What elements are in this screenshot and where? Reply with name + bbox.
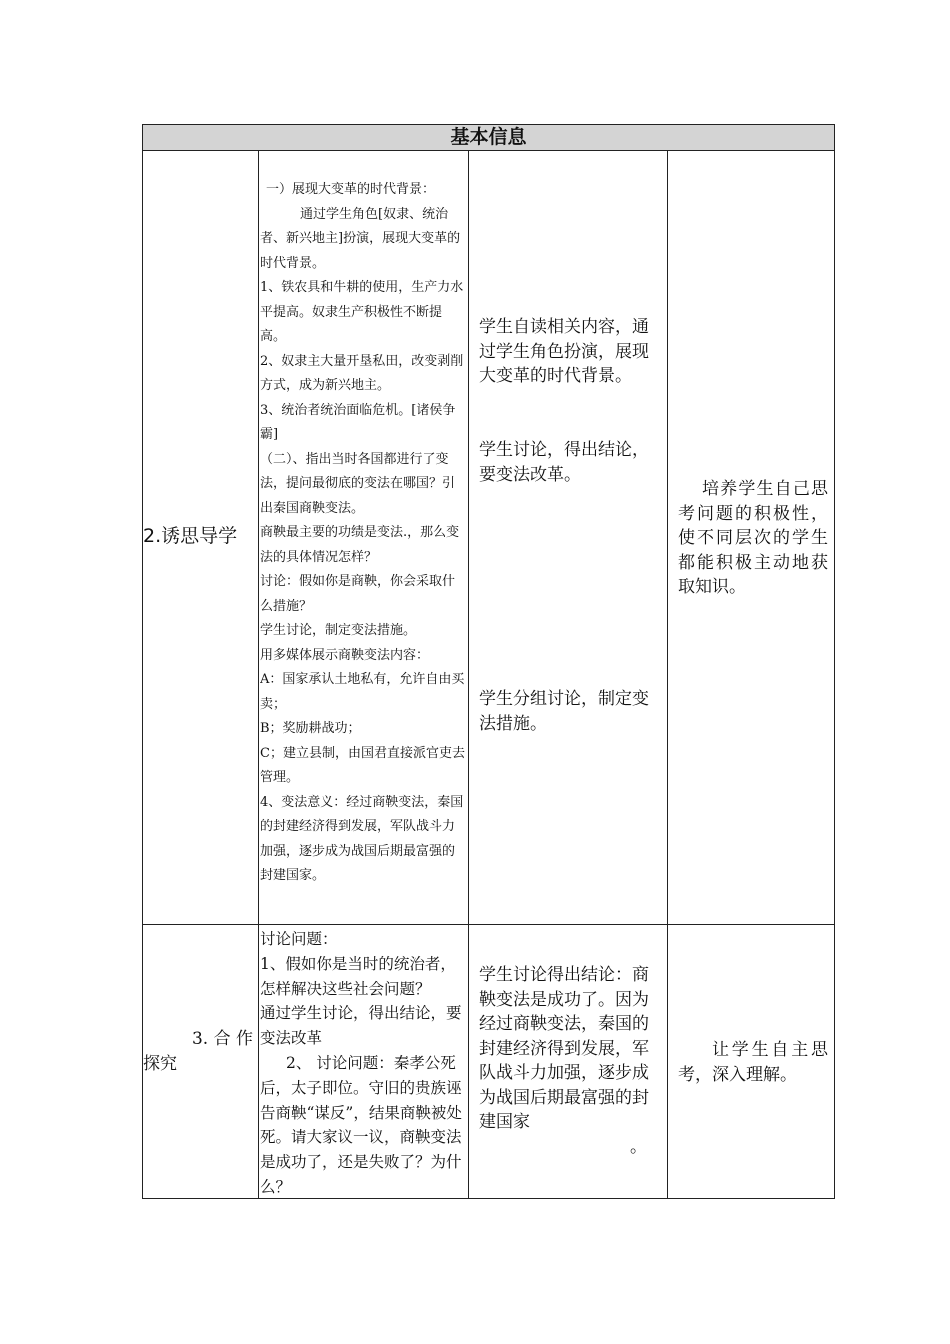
content-line: B；奖励耕战功；	[260, 721, 361, 736]
student-activity-text: 学生讨论得出结论：商鞅变法是成功了。因为经过商鞅变法，秦国的封建经济得到发展，军队战斗力加强，逐步成为战国后期最富强的封建国家	[479, 965, 649, 1132]
content-line: 讨论问题：	[260, 930, 338, 948]
content-line: 一）展现大变革的时代背景：	[266, 182, 436, 197]
content-line: 1、铁农具和牛耕的使用，生产力水平提高。奴隶生产积极性不断提高。	[260, 280, 464, 344]
student-activity-end: 。	[630, 1136, 647, 1157]
content-line: 通过学生讨论，得出结论，要变法改革	[260, 1004, 462, 1048]
teaching-content-1	[260, 178, 467, 889]
student-activity-2: 学生讨论，得出结论，要变法改革。	[479, 440, 649, 485]
content-line: 2、奴隶主大量开垦私田，改变剥削方式，成为新兴地主。	[260, 353, 464, 393]
content-line: 1、假如你是当时的统治者，怎样解决这些社会问题？	[260, 954, 456, 998]
row-divider	[143, 924, 834, 925]
column-divider	[258, 150, 259, 1198]
design-intent-2: 让学生自主思考，深入理解。	[678, 1040, 828, 1085]
student-activity-3: 学生分组讨论，制定变法措施。	[479, 689, 649, 734]
content-line: C；建立县制，由国君直接派官吏去管理。	[260, 745, 465, 785]
content-line: 2、 讨论问题：秦孝公死后，太子即位。守旧的贵族诬告商鞅“谋反”，结果商鞅被处死。请大家议一议，商鞅变法是成功了，还是失败了？为什么？	[260, 1053, 462, 1196]
teaching-content-2	[260, 927, 468, 1200]
content-line: 讨论：假如你是商鞅，你会采取什么措施？	[260, 574, 456, 614]
student-activity-1: 学生自读相关内容，通过学生角色扮演，展现大变革的时代背景。	[479, 317, 649, 386]
row-label-guided-learning: 2.诱思导学	[143, 525, 238, 547]
row-label-cooperative-inquiry	[143, 1027, 257, 1076]
content-line: （二）、指出当时各国都进行了变法，提问最彻底的变法在哪国？引出秦国商鞅变法。	[260, 451, 456, 516]
table-header: 基本信息	[143, 125, 834, 151]
content-line: 4、变法意义：经过商鞅变法，秦国的封建经济得到发展，军队战斗力加强，逐步成为战国后期最富强的封建国家。	[260, 794, 464, 883]
column-divider	[468, 150, 469, 1198]
row-label-line: 探究	[143, 1053, 177, 1074]
content-line: 用多媒体展示商鞅变法内容：	[260, 647, 430, 663]
design-intent-1: 培养学生自己思考问题的积极性，使不同层次的学生都能积极主动地获取知识。	[678, 479, 828, 597]
lesson-table	[142, 124, 835, 1199]
student-activity-row2	[479, 963, 659, 1159]
content-line: A：国家承认土地私有，允许自由买卖；	[260, 672, 465, 712]
content-line: 通过学生角色[奴隶、统治者、新兴地主]扮演，展现大变革的时代背景。	[260, 206, 461, 271]
content-line: 商鞅最主要的功绩是变法.，那么变法的具体情况怎样？	[260, 525, 460, 565]
column-divider	[667, 150, 668, 1198]
content-line: 学生讨论，制定变法措施。	[260, 623, 417, 638]
row-label-line: 3. 合 作	[191, 1029, 253, 1049]
content-line: 3、统治者统治面临危机。[诸侯争霸]	[260, 402, 456, 442]
